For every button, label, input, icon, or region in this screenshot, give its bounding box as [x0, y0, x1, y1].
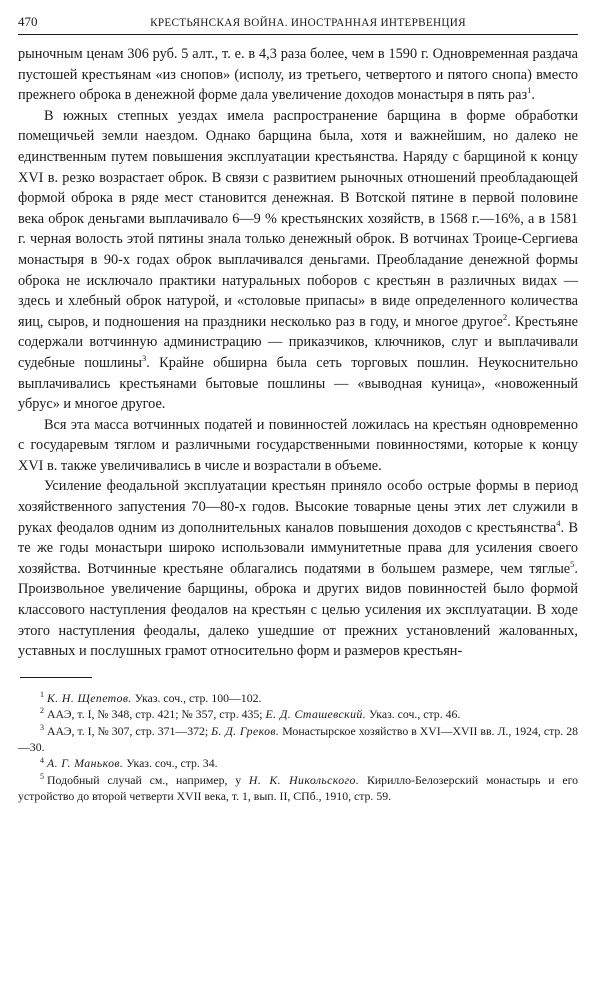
- running-head: КРЕСТЬЯНСКАЯ ВОЙНА. ИНОСТРАННАЯ ИНТЕРВЕНЦИЯ: [150, 17, 466, 29]
- footnote-5: [18, 772, 578, 805]
- footnote-ref-3[interactable]: 3: [142, 353, 147, 364]
- footnote-source: Подобный случай см., например, у: [47, 772, 249, 787]
- footnote-text: Указ. соч., стр. 34.: [123, 756, 218, 771]
- footnote-ref-4[interactable]: 4: [556, 517, 561, 528]
- paragraph-4: [18, 476, 578, 661]
- paragraph-3-text: Вся эта масса вотчинных податей и повинностей ложилась на крестьян одновременно с государевым тяглом и различными государственными повинностями, которые к концу XVI в. также увеличивались в числе и возрастали в объеме.: [18, 416, 578, 474]
- footnote-source: ААЭ, т. I, № 348, стр. 421; № 357, стр. 435;: [47, 707, 266, 722]
- main-text: [18, 44, 578, 662]
- paragraph-1-tail: .: [531, 87, 535, 104]
- page-number: 470: [18, 14, 38, 29]
- paragraph-2: [18, 106, 578, 415]
- footnote-text: Указ. соч., стр. 100—102.: [131, 690, 262, 705]
- footnote-author: Б. Д. Греков.: [211, 723, 280, 738]
- paragraph-4-text-c: . Произвольное увеличение барщины, оброка и других видов повинностей было формой классового наступления феодалов на крестьян с целью усиления их эксплуатации. В ходе этого наступления феодалы, далеко ушедшие от прежних установлений жалованных, уставных и послушных грамот относительно форм и размеров крестьян-: [18, 560, 578, 660]
- footnote-author: Н. К. Никольского.: [248, 772, 360, 787]
- paragraph-1: [18, 44, 578, 106]
- footnote-number: 1: [40, 689, 44, 699]
- footnote-2: [18, 706, 578, 722]
- page-header: [18, 14, 578, 35]
- footnote-number: 5: [40, 771, 44, 781]
- footnote-1: [18, 690, 578, 706]
- footnote-ref-2[interactable]: 2: [502, 311, 508, 322]
- footnote-text: Указ. соч., стр. 46.: [366, 707, 461, 722]
- paragraph-2-text-a: В южных степных уездах имела распространение барщина в форме обработки помещичьей земли наездом. Однако барщина была, хотя и важнейшим, но далеко не единственным путем повышения эксплуатации крестьянства. Наряду с барщиной к концу XVI в. резко возрастает оброк. В связи с развитием рыночных отношений преобладающей формой оброка в ряде мест становится денежная. В Вотской пятине в первой половине века оброк деньгами выплачивало 6—9 % крестьянских хозяйств, в 1568 г.—16%, а в 1581 г. черная волость этой пятины знала только денежный оброк. В вотчинах Троице-Сергиева монастыря в 90-х годах оброк выплачивался деньгами. Преобладание денежной формы оброка не исключало практики натуральных поборов с крестьян в различных видах — здесь и хлебный оброк натурой, и «столовые припасы» в виде определенного количества яиц, сыров, и подношения на праздники несколько раз в году, и многое другое: [18, 107, 578, 330]
- footnote-ref-5[interactable]: 5: [570, 559, 575, 570]
- footnote-divider: [20, 677, 92, 678]
- paragraph-4-text-a: Усиление феодальной эксплуатации крестьян приняло особо острые формы в период хозяйственного запустения 70—80-х годов. Высокие товарные цены этих лет служили в руках феодалов одним из дополнительных каналов повышения доходов с крестьянства: [18, 478, 578, 536]
- footnote-author: А. Г. Маньков.: [47, 756, 124, 771]
- footnote-ref-1[interactable]: 1: [527, 85, 532, 96]
- footnote-source: ААЭ, т. I, № 307, стр. 371—372;: [47, 723, 212, 738]
- paragraph-1-text: рыночным ценам 306 руб. 5 алт., т. е. в 4,3 раза более, чем в 1590 г. Одновременная раздача пустошей крестьянам «из снопов» (исполу, из третьего, четвертого и пятого снопа) вместо прежнего оброка в денежной форме дала увеличение доходов монастыря в пять раз: [18, 46, 578, 104]
- paragraph-3: [18, 415, 578, 477]
- paragraph-2-text-c: . Крайне обширна была сеть торговых пошлин. Неукоснительно выплачивались крестьянами бытовые пошлины — «выводная куница», «новоженный убрус» и многое другое.: [18, 354, 578, 413]
- footnote-author: К. Н. Щепетов.: [47, 690, 132, 705]
- paragraph-2-text-b: . Крестьяне содержали вотчинную администрацию — приказчиков, ключников, слуг и выплачивали судебные пошлины: [18, 313, 578, 371]
- paragraph-4-text-b: . В те же годы монастыри широко использовали иммунитетные права для усиления своего хозяйства. Вотчинные крестьяне облагались податями в большем размере, чем тяглые: [18, 519, 579, 577]
- footnote-text: Монастырское хозяйство в XVI—XVII вв. Л., 1924, стр. 28—30.: [18, 723, 578, 755]
- footnotes: [18, 690, 578, 805]
- book-page: [18, 14, 578, 805]
- footnote-number: 2: [40, 706, 44, 716]
- footnote-text: Кирилло-Белозерский монастырь и его устройство до второй четверти XVII века, т. 1, вып. II, СПб., 1910, стр. 59.: [18, 772, 579, 804]
- footnote-3: [18, 723, 578, 756]
- footnote-author: Е. Д. Сташевский.: [265, 707, 367, 722]
- footnote-number: 4: [40, 755, 44, 765]
- footnote-4: [18, 755, 578, 771]
- footnote-number: 3: [40, 722, 44, 732]
